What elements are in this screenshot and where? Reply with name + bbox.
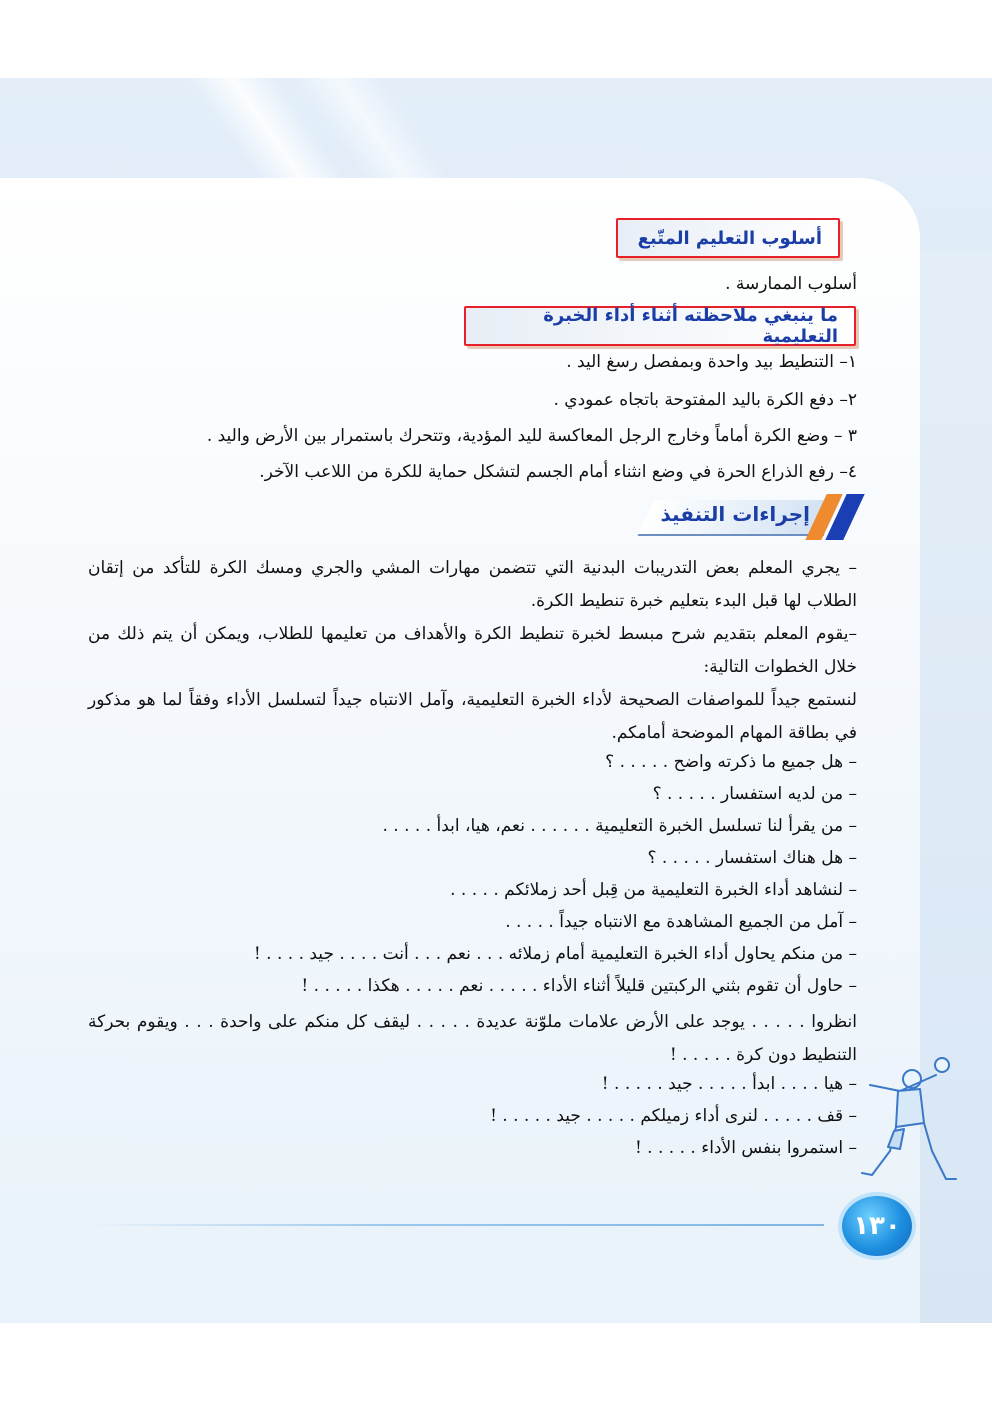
paragraph: –يقوم المعلم بتقديم شرح مبسط لخبرة تنطيط الكرة والأهداف من تعليمها للطلاب، ويمكن أن يتم ذلك من خلال الخطوات التالية:	[88, 624, 857, 677]
heading-followed-method-text: أسلوب التعليم المتّبع	[637, 227, 822, 249]
heading-followed-method	[616, 218, 840, 258]
dialogue-line: – قف . . . . . لنرى أداء زميلكم . . . . . جيد . . . . . !	[490, 1106, 857, 1126]
heading-observations	[464, 306, 856, 346]
page-number: ١٣٠	[853, 1211, 901, 1241]
dialogue-line: – آمل من الجميع المشاهدة مع الانتباه جيداً . . . . .	[505, 912, 857, 932]
dialogue-line: – من منكم يحاول أداء الخبرة التعليمية أمام زملائه . . . نعم . . . أنت . . . . جيد . . . . !	[253, 944, 857, 964]
observation-item: ٢– دفع الكرة باليد المفتوحة باتجاه عمودي .	[553, 390, 857, 410]
footer-rule	[88, 1224, 824, 1226]
dialogue-line: – هل جميع ما ذكرته واضح . . . . . ؟	[605, 752, 857, 772]
dialogue-line: – من لديه استفسار . . . . . ؟	[652, 784, 857, 804]
observation-item: ٣ – وضع الكرة أماماً وخارج الرجل المعاكسة لليد المؤدية، وتتحرك باستمرار بين الأرض واليد .	[206, 426, 857, 446]
page-number-badge	[842, 1196, 912, 1256]
dialogue-line: – حاول أن تقوم بثني الركبتين قليلاً أثناء الأداء . . . . . نعم . . . . . هكذا . . . . . !	[301, 976, 857, 996]
dialogue-line: – هيا . . . . ابدأ . . . . . جيد . . . . . !	[601, 1074, 857, 1094]
dialogue-line: – لنشاهد أداء الخبرة التعليمية من قِبل أحد زملائكم . . . . .	[450, 880, 857, 900]
dialogue-line: – استمروا بنفس الأداء . . . . . !	[634, 1138, 857, 1158]
instruction-paragraph: انظروا . . . . . يوجد على الأرض علامات ملوّنة عديدة . . . . . ليقف كل منكم على واحدة . . . ويقوم بحركة التنطيط دون كرة . . . . . !	[88, 1012, 857, 1065]
observation-item: ١– التنطيط بيد واحدة وبمفصل رسغ اليد .	[566, 352, 857, 372]
dialogue-line: – من يقرأ لنا تسلسل الخبرة التعليمية . . . . . . نعم، هيا، ابدأ . . . . .	[382, 816, 857, 836]
method-text: أسلوب الممارسة .	[725, 274, 857, 294]
paragraph: – يجري المعلم بعض التدريبات البدنية التي تتضمن مهارات المشي والجري ومسك الكرة للتأكد من إتقان الطلاب لها قبل البدء بتعليم خبرة تنطيط الكرة.	[88, 558, 857, 611]
paragraph: لنستمع جيداً للمواصفات الصحيحة لأداء الخبرة التعليمية، وآمل الانتباه جيداً لتسلسل الأداء وفقاً لما هو مذكور في بطاقة المهام الموضحة أمامكم.	[88, 690, 857, 743]
section-title: إجراءات التنفيذ	[660, 502, 810, 526]
dialogue-line: – هل هناك استفسار . . . . . ؟	[647, 848, 857, 868]
section-banner	[620, 494, 856, 540]
observation-item: ٤– رفع الذراع الحرة في وضع انثناء أمام الجسم لتشكل حماية للكرة من اللاعب الآخر.	[259, 462, 857, 482]
volleyball-player-illustration	[850, 1055, 960, 1195]
heading-observations-text: ما ينبغي ملاحظته أثناء أداء الخبرة التعليمية	[543, 305, 838, 347]
